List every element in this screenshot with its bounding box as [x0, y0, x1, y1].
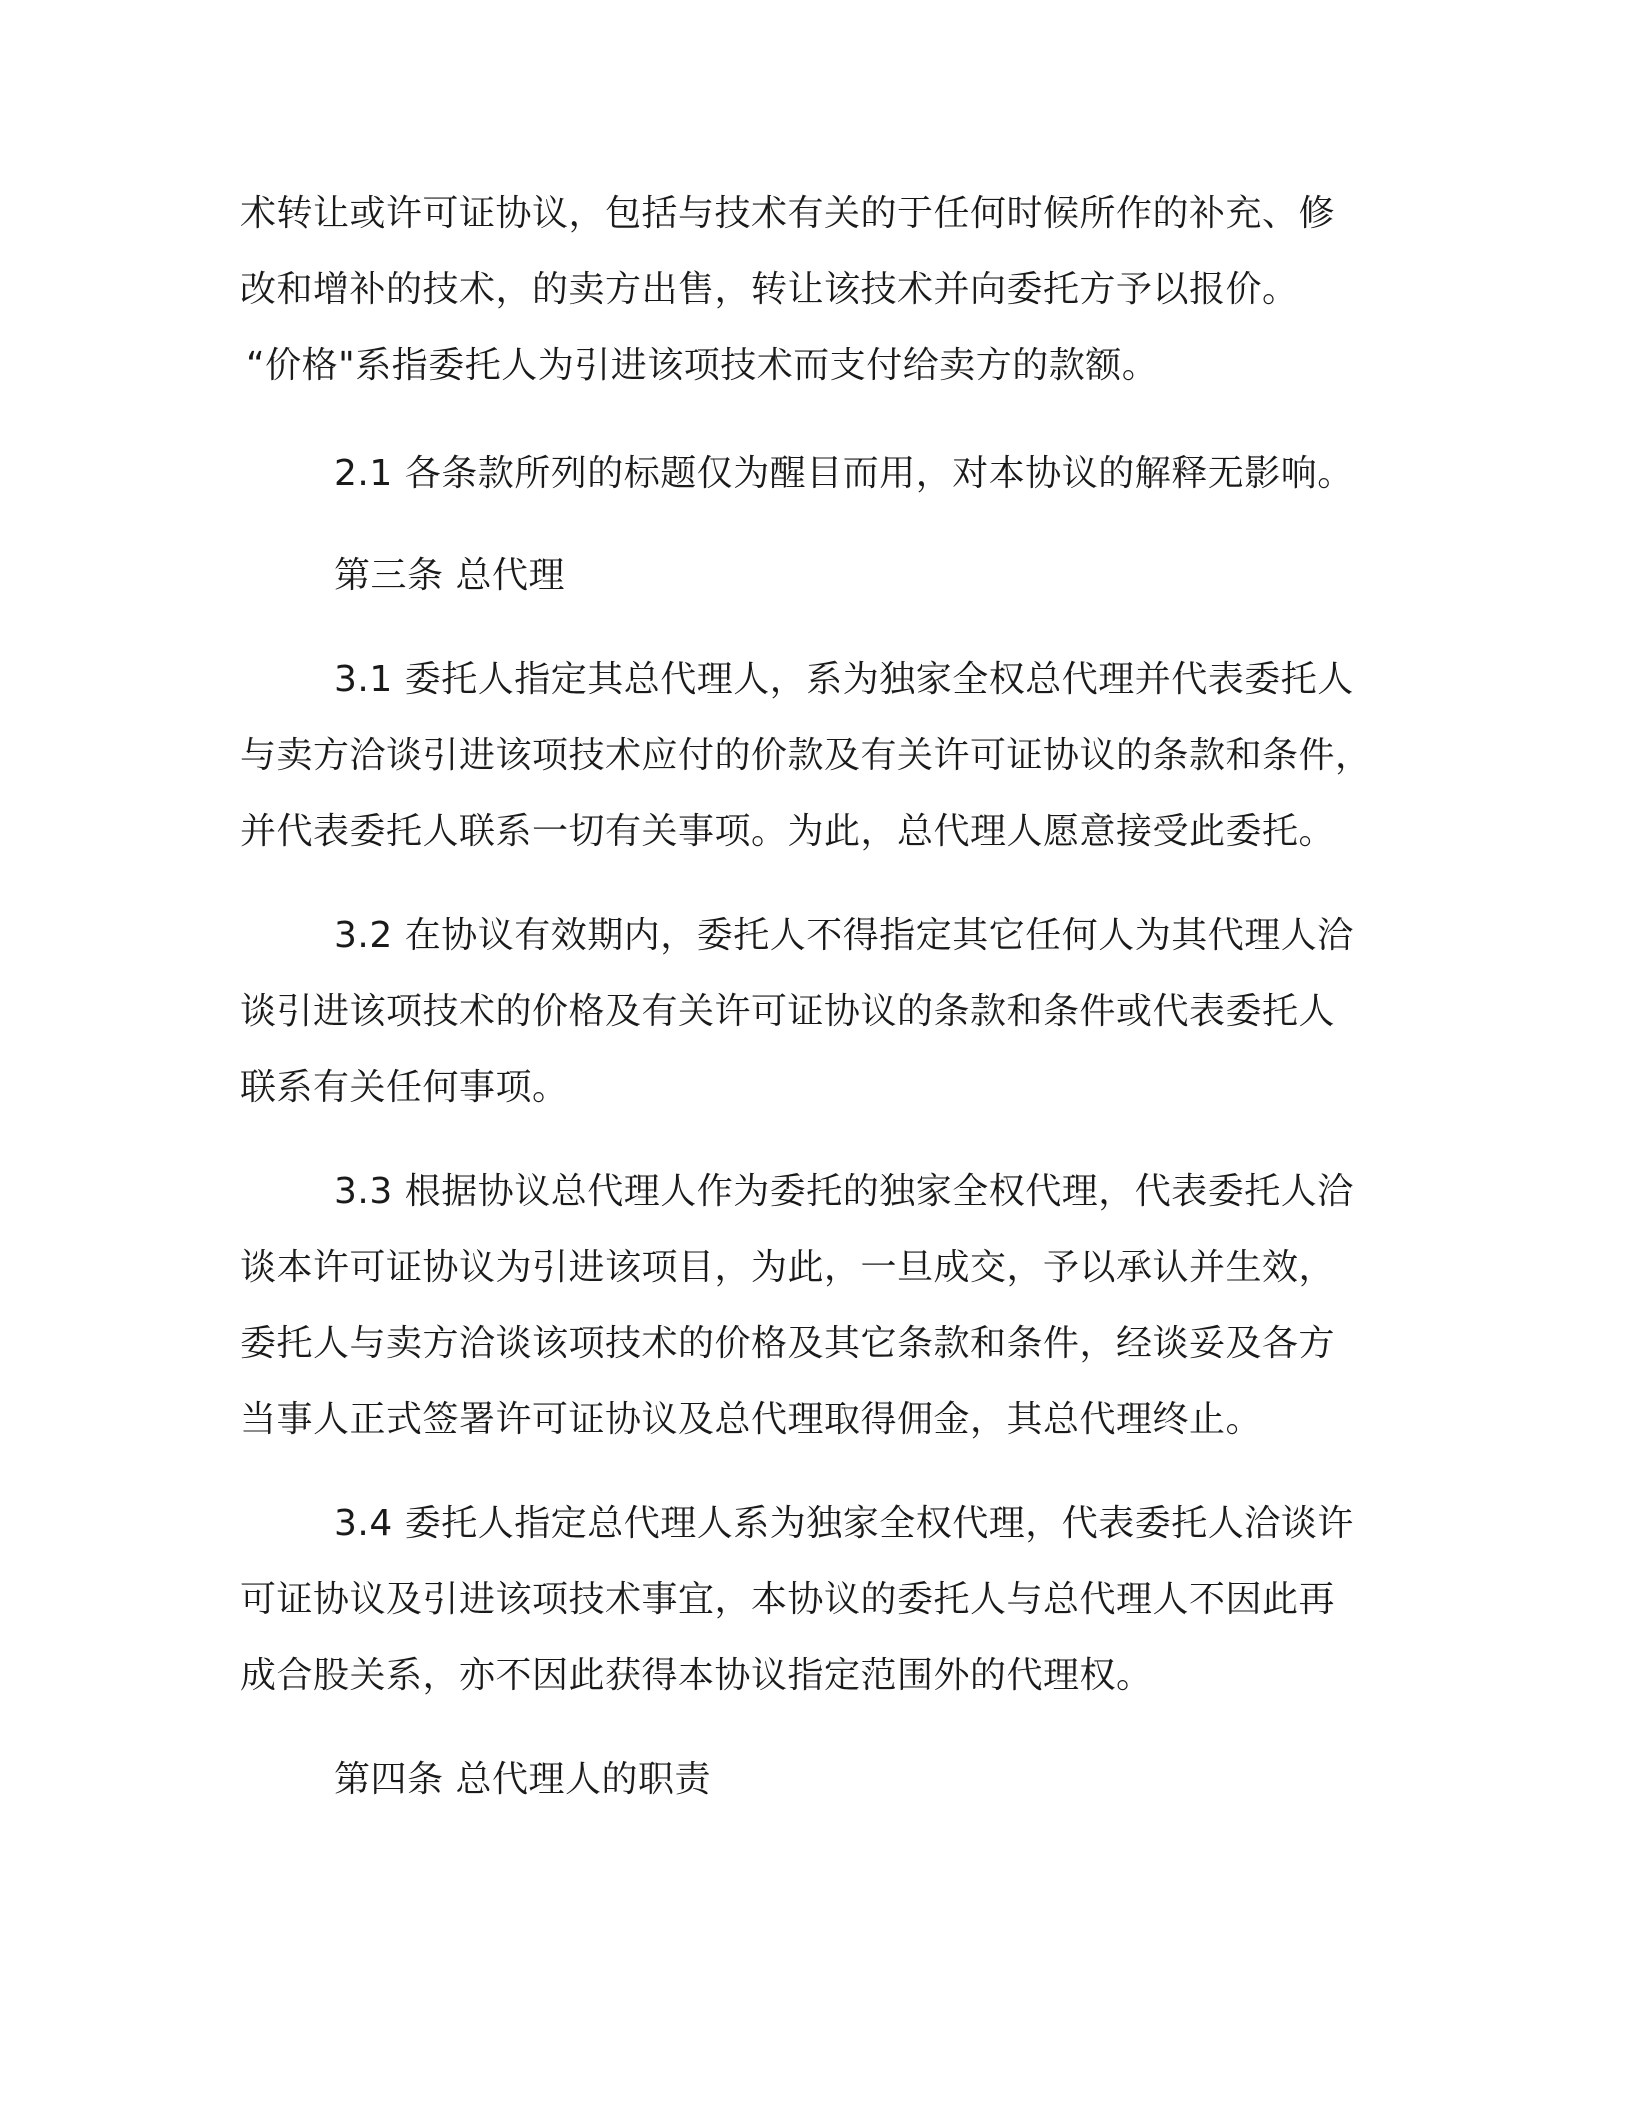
definition-price: “价格"系指委托人为引进该项技术而支付给卖方的款额。	[246, 345, 1159, 386]
clause-3-4: 3.4 委托人指定总代理人系为独家全权代理，代表委托人洽谈许	[334, 1503, 1354, 1544]
paragraph-line: 术转让或许可证协议，包括与技术有关的于任何时候所作的补充、修	[240, 193, 1336, 234]
article-4-heading: 第四条 总代理人的职责	[334, 1759, 711, 1800]
clause-2-1: 2.1 各条款所列的标题仅为醒目而用，对本协议的解释无影响。	[334, 453, 1354, 494]
paragraph-line: 并代表委托人联系一切有关事项。为此，总代理人愿意接受此委托。	[240, 811, 1336, 852]
paragraph-line: 可证协议及引进该项技术事宜，本协议的委托人与总代理人不因此再	[240, 1579, 1336, 1620]
paragraph-line: 谈引进该项技术的价格及有关许可证协议的条款和条件或代表委托人	[240, 991, 1336, 1032]
paragraph-line: 联系有关任何事项。	[240, 1067, 569, 1108]
paragraph-line: 谈本许可证协议为引进该项目，为此，一旦成交，予以承认并生效，	[240, 1247, 1336, 1288]
clause-3-3: 3.3 根据协议总代理人作为委托的独家全权代理，代表委托人洽	[334, 1171, 1354, 1212]
article-3-heading: 第三条 总代理	[334, 555, 565, 596]
paragraph-line: 与卖方洽谈引进该项技术应付的价款及有关许可证协议的条款和条件，	[240, 735, 1372, 776]
paragraph-line: 成合股关系，亦不因此获得本协议指定范围外的代理权。	[240, 1655, 1153, 1696]
paragraph-line: 改和增补的技术，的卖方出售，转让该技术并向委托方予以报价。	[240, 269, 1299, 310]
paragraph-line: 当事人正式签署许可证协议及总代理取得佣金，其总代理终止。	[240, 1399, 1263, 1440]
clause-3-2: 3.2 在协议有效期内，委托人不得指定其它任何人为其代理人洽	[334, 915, 1354, 956]
clause-3-1: 3.1 委托人指定其总代理人，系为独家全权总代理并代表委托人	[334, 659, 1354, 700]
paragraph-line: 委托人与卖方洽谈该项技术的价格及其它条款和条件，经谈妥及各方	[240, 1323, 1336, 1364]
